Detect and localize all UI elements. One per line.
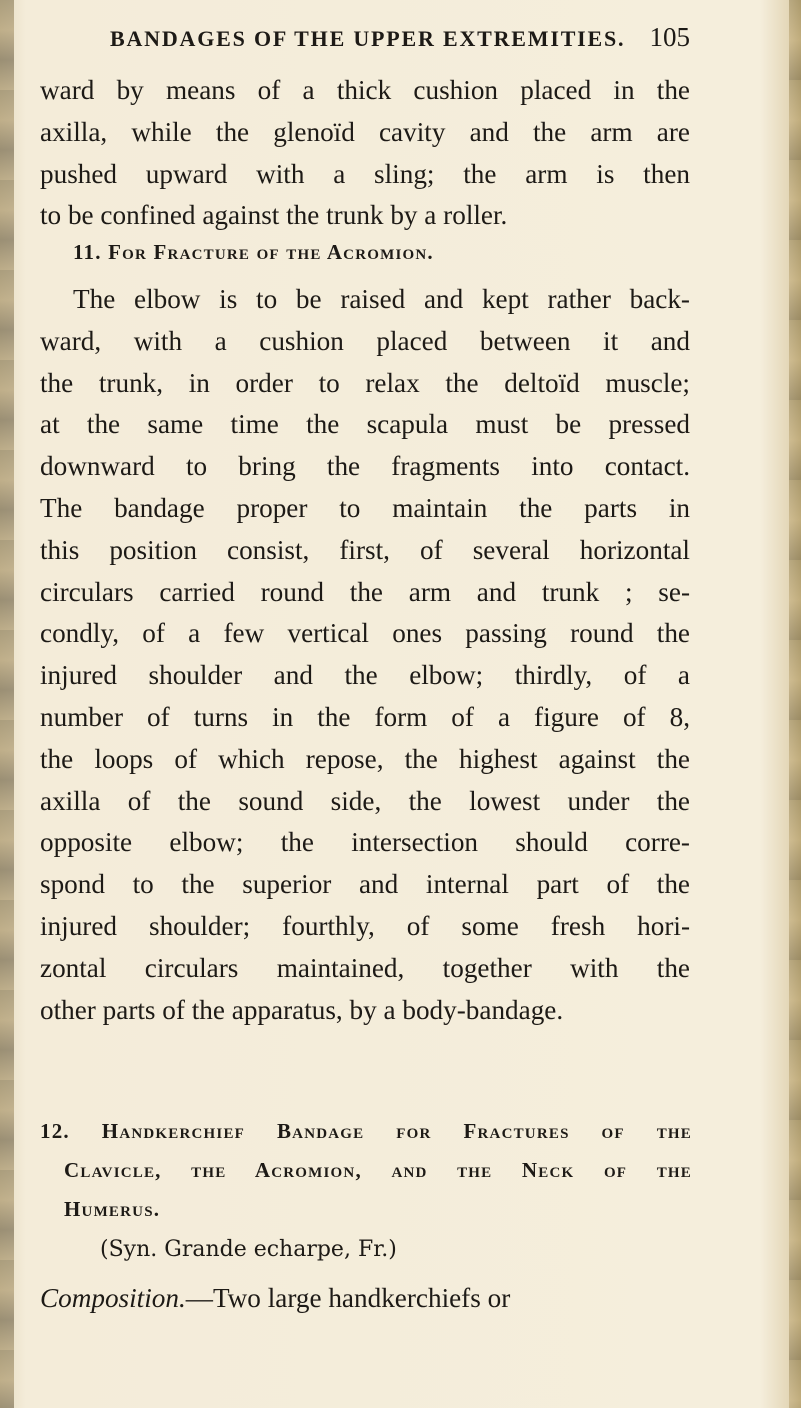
composition-text: —Two large handkerchiefs or	[185, 1283, 511, 1313]
text-line: ward, with a cushion placed between it and	[40, 325, 690, 356]
composition-label: Composition.	[40, 1283, 186, 1313]
heading-line: Clavicle, the Acromion, and the Neck of the	[64, 1158, 692, 1182]
text-line: The elbow is to be raised and kept rather back-	[73, 284, 690, 314]
paragraph-2	[40, 279, 690, 1031]
text-line: pushed upward with a sling; the arm is then	[40, 158, 690, 189]
text-line: the loops of which repose, the highest against the	[40, 743, 690, 774]
text-line: at the same time the scapula must be pressed	[40, 409, 690, 440]
text-line: this position consist, first, of several horizontal	[40, 534, 690, 565]
heading-line: Humerus.	[64, 1197, 161, 1221]
synonym-note: (Syn. Grande echarpe, Fr.)	[100, 1237, 397, 1262]
text-line: the trunk, in order to relax the deltoïd muscle;	[40, 367, 690, 398]
heading-line: 12. Handkerchief Bandage for Fractures of the	[40, 1119, 692, 1143]
composition-line	[40, 1283, 692, 1314]
text-line: injured shoulder and the elbow; thirdly, of a	[40, 660, 690, 691]
page-edge	[789, 0, 801, 1408]
text-line: axilla of the sound side, the lowest under the	[40, 785, 690, 816]
text-line: to be confined against the trunk by a roller.	[40, 200, 508, 231]
text-line: circulars carried round the arm and trunk ; se-	[40, 576, 690, 607]
text-line: The bandage proper to maintain the parts in	[40, 492, 690, 523]
binding-gutter	[0, 0, 14, 1408]
page-header	[110, 22, 690, 62]
text-line: opposite elbow; the intersection should corre-	[40, 827, 690, 858]
text-line: downward to bring the fragments into contact.	[40, 451, 690, 482]
section-heading-11: 11. For Fracture of the Acromion.	[73, 240, 434, 264]
text-line: condly, of a few vertical ones passing round the	[40, 618, 690, 649]
text-line: axilla, while the glenoïd cavity and the arm are	[40, 116, 690, 147]
text-line: spond to the superior and internal part of the	[40, 869, 690, 900]
text-line: other parts of the apparatus, by a body-bandage.	[40, 994, 564, 1025]
text-line: ward by means of a thick cushion placed in the	[40, 75, 690, 105]
text-line: injured shoulder; fourthly, of some fresh hori-	[40, 910, 690, 941]
paragraph-1	[40, 70, 690, 237]
running-title: BANDAGES OF THE UPPER EXTREMITIES.	[110, 26, 626, 51]
section-heading-12	[40, 1112, 692, 1229]
text-line: zontal circulars maintained, together with the	[40, 952, 690, 983]
page-number: 105	[649, 22, 690, 52]
text-line: number of turns in the form of a figure of 8,	[40, 701, 690, 732]
